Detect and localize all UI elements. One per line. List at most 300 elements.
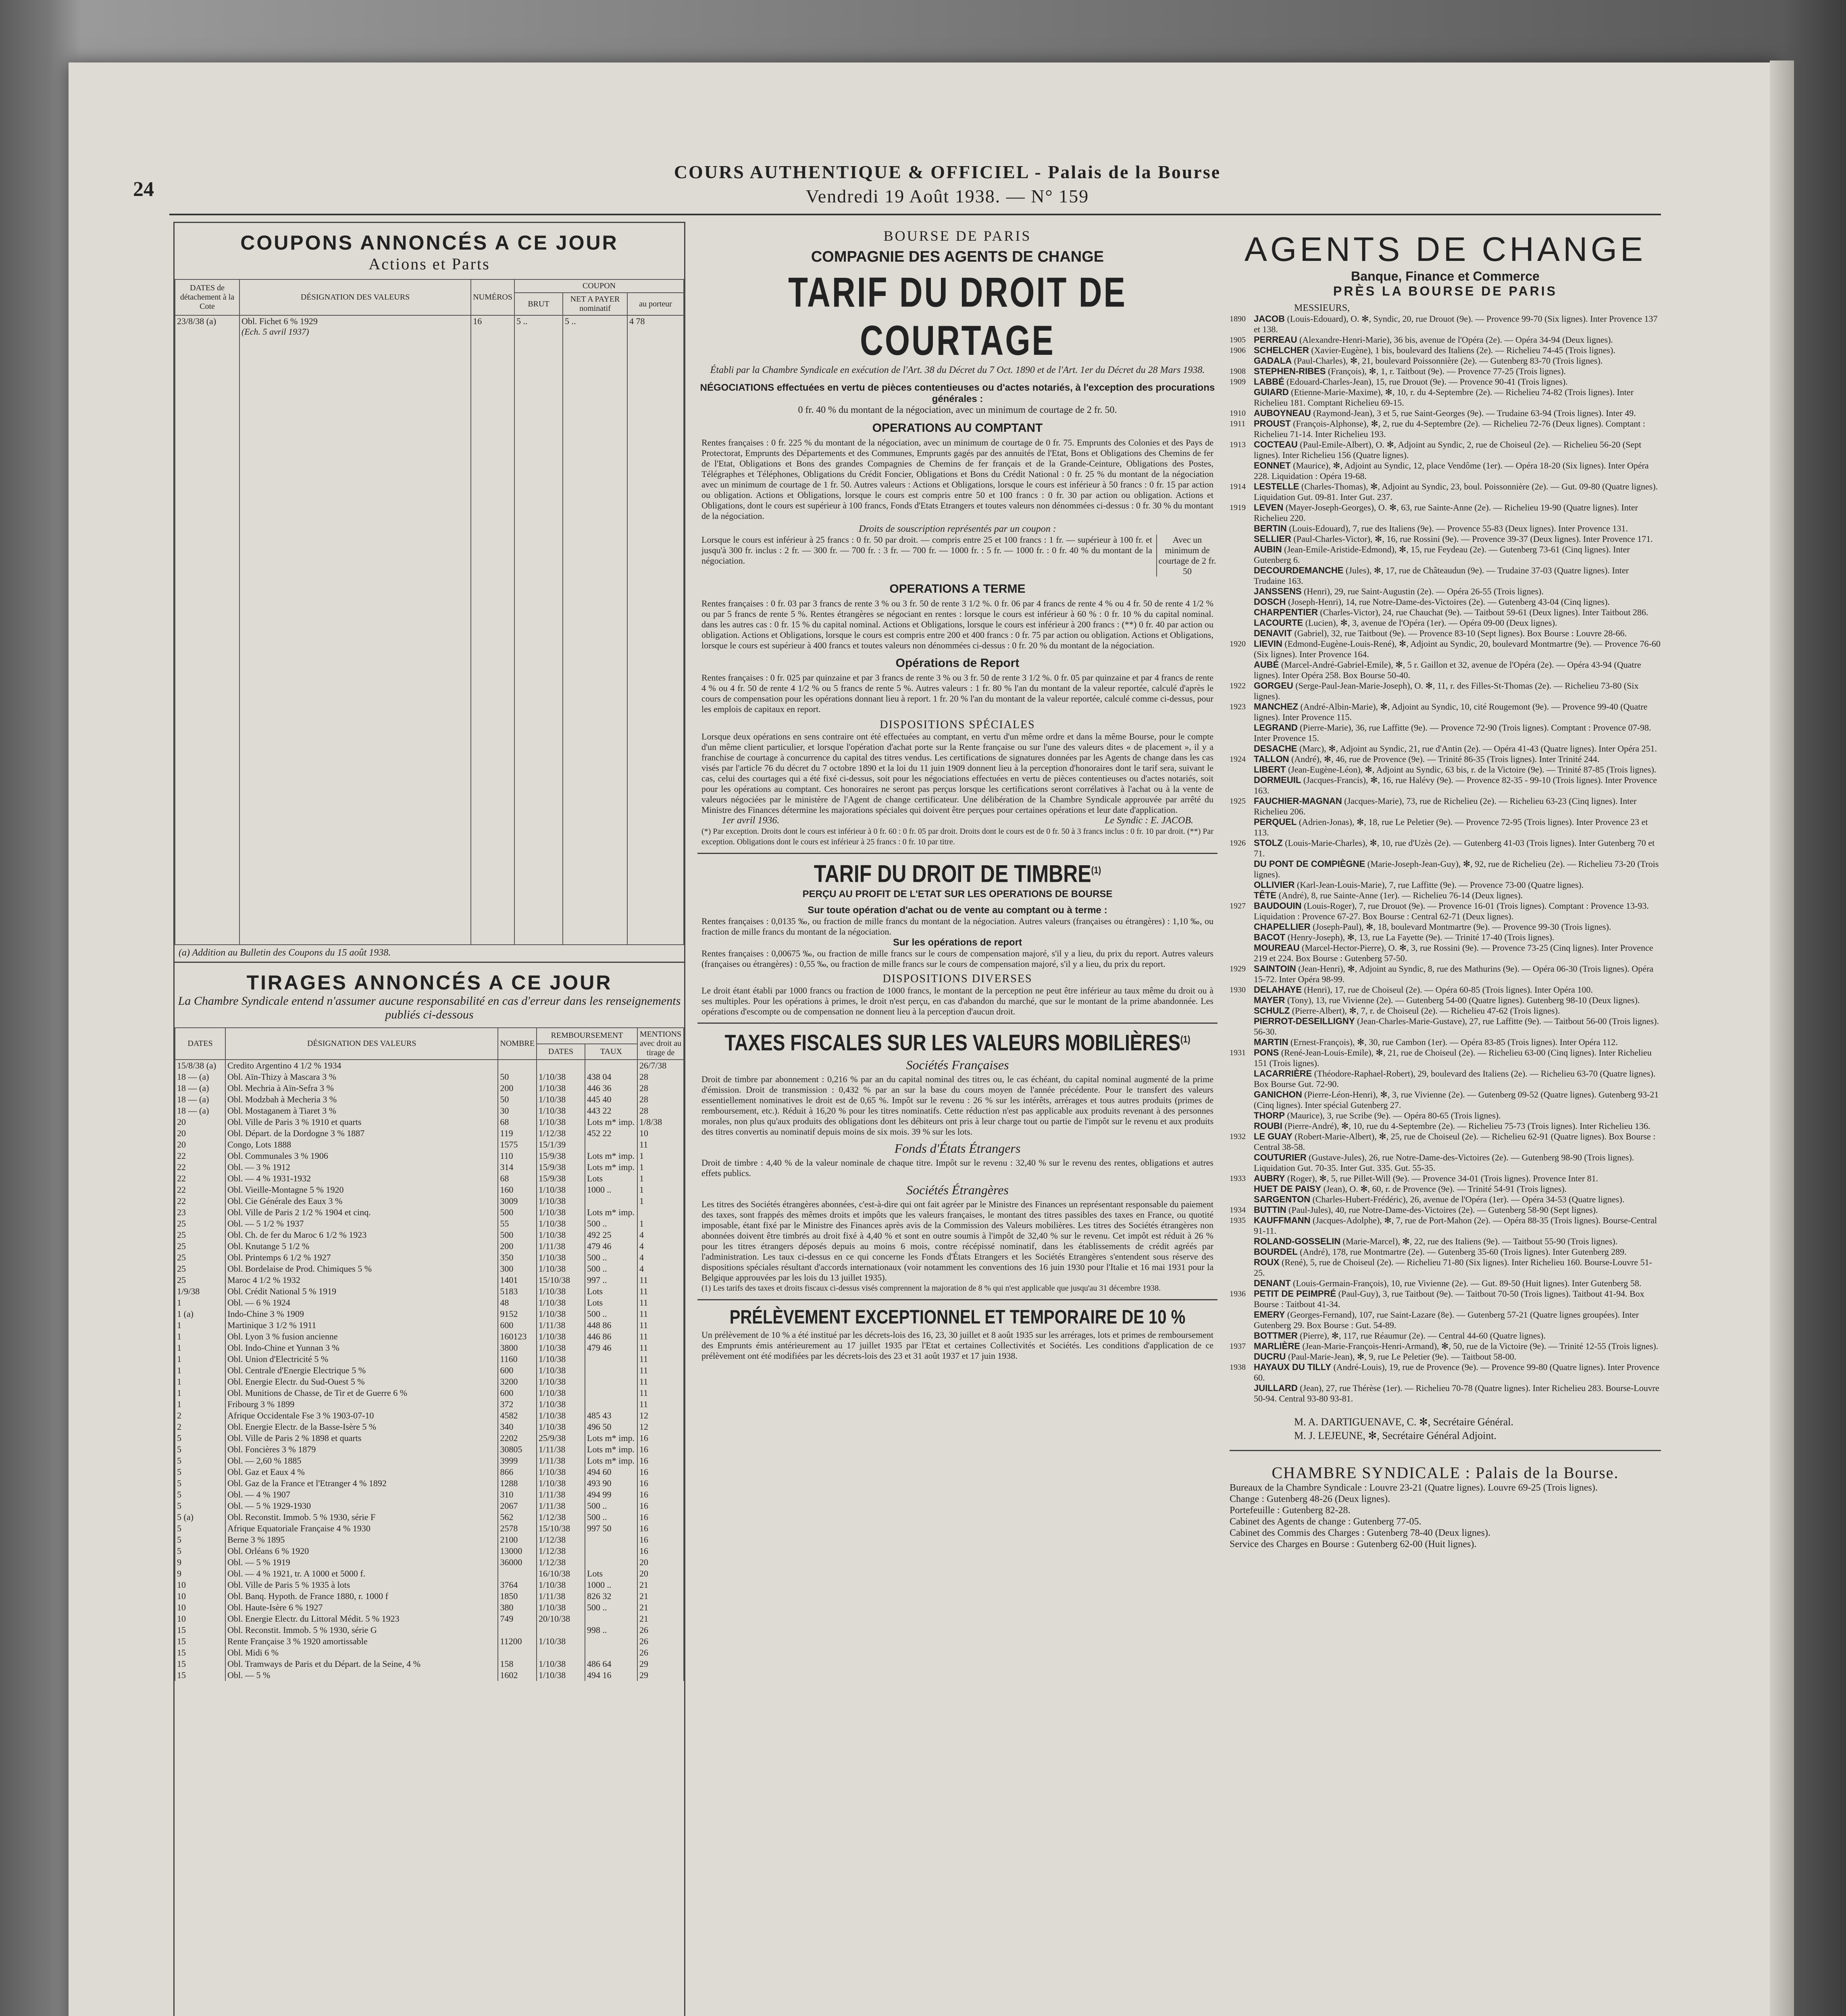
list-item <box>1230 880 1661 890</box>
courtage-intro: Établi par la Chambre Syndicale en exécution de l'Art. 38 du Décret du 7 Oct. 1890 et de l'Art. 1er du Décret du 28 Mars 1938. <box>710 365 1205 375</box>
tirages-header-mentions: MENTIONS avec droit au tirage de <box>637 1028 684 1060</box>
coupons-footnote: (a) Addition au Bulletin des Coupons du 15 août 1938. <box>175 944 684 961</box>
timbre-disp-text: Le droit étant établi par 1000 francs ou fraction de 1000 francs, le montant de la perception ne peut être inférieur au taux même du droit ou à ses multiples. Pour les opérations à primes, le droit n'est perçu, en cas d'abandon du marché, que sur le montant de la prime abandonnée. Les opérations d'escompte ou de compensation ne donnent lieu à la perception d'aucun droit. <box>701 985 1213 1016</box>
table-row: 25 Obl. — 5 1/2 % 1937 55 1/10/38 500 .. 1 <box>175 1218 684 1229</box>
agent-details: (Edouard-Charles-Jean), 15, rue Drouot (9e). — Provence 90-41 (Trois lignes). <box>1286 377 1568 387</box>
agent-details: (Pierre-Marie), 36, rue Laffitte (9e). — Provence 72-90 (Trois lignes). Comptant : Provence 07-98. Inter Provence 15. <box>1254 723 1651 743</box>
taxes-fr-text: Droit de timbre par abonnement : 0,216 % par an du capital nominal des titres ou, le cas échéant, du capital nominal augmenté de la prime d'émission. Droit de transmission : 0,432 % par an sur la base du cours moyen de l'année précédente. Pour le transfert des valeurs essentiellement nominatives le droit est de 0,65 %. Impôt sur le revenu : 26 % sur les intérêts, arrérages et tous autres produits (primes de remboursement, etc.). Réduit à 16,20 % pour les titres nominatifs. Cette réduction n'est pas applicable aux produits revenant à des personnes morales, non plus qu'aux produits des obligations dont les débiteurs ont pris à leur charge tout ou partie de l'impôt sur le revenu et aux produits des titres convertis au nominatif depuis moins de six mois. 39 % sur les lots. <box>701 1074 1213 1137</box>
table-row: 5 Obl. — 4 % 1907 310 1/11/38 494 99 16 <box>175 1489 684 1500</box>
table-row: 1 Obl. Lyon 3 % fusion ancienne 160123 1/10/38 446 86 11 <box>175 1331 684 1342</box>
tirages-title: TIRAGES ANNONCÉS A CE JOUR <box>246 971 612 994</box>
table-row: 2 Obl. Energie Electr. de la Basse-Isère 5 % 340 1/10/38 496 50 12 <box>175 1421 684 1433</box>
coupons-header-dates: DATES de détachement à la Cote <box>175 279 239 315</box>
taxes-etr-title: Fonds d'États Étrangers <box>894 1141 1021 1156</box>
agent-name: SCHULZ <box>1254 1006 1290 1016</box>
table-row: 25 Maroc 4 1/2 % 1932 1401 15/10/38 997 .. 11 <box>175 1275 684 1286</box>
agent-details: (Jules), ✻, 17, rue de Châteaudun (9e). — Trudaine 37-03 (Quatre lignes). Inter Trudaine 163. <box>1254 565 1629 586</box>
agents-column <box>1230 222 1661 2016</box>
agent-details: (Henry-Joseph), ✻, 13, rue La Fayette (9e). — Trinité 17-40 (Trois lignes). <box>1287 932 1555 942</box>
courtage-syndic: Le Syndic : E. JACOB. <box>1105 815 1193 826</box>
list-item: 1934 BUTTIN (Paul-Jules), 40, rue Notre-Dame-des-Victoires (2e). — Gutenberg 58-90 (Sept lignes). <box>1230 1205 1598 1215</box>
list-item: 1936 PETIT DE PEIMPRÉ (Paul-Guy), 3, rue Taitbout (9e). — Taitbout 70-50 (Trois lignes). Taitbout 41-94. Box Bourse : Taitbout 41-34. <box>1230 1289 1644 1309</box>
list-item <box>1230 387 1661 408</box>
agent-details: (Tony), 13, rue Vivienne (2e). — Gutenberg 54-00 (Quatre lignes). Gutenberg 98-10 (Deux lignes). <box>1287 995 1640 1005</box>
agent-name: COUTURIER <box>1254 1152 1307 1162</box>
list-item <box>1230 1089 1661 1110</box>
agent-name: HUET DE PAISY <box>1254 1184 1322 1194</box>
agent-name: PIERROT-DESEILLIGNY <box>1254 1016 1355 1026</box>
list-item <box>1230 1152 1661 1173</box>
agent-details: (Marie-Joseph-Jean-Guy), ✻, 92, rue de Richelieu (2e). — Richelieu 73-20 (Trois lignes). <box>1254 859 1659 879</box>
list-item: 1914 LESTELLE (Charles-Thomas), ✻, Adjoint au Syndic, 23, boul. Poissonnière (2e). — Gut. 09-80 (Quatre lignes). Liquidation Gut. 09-81. Inter Gut. 237. <box>1230 481 1658 502</box>
agent-name: BOURDEL <box>1254 1247 1298 1257</box>
agent-details: (Roger), ✻, 5, rue Pillet-Will (9e). — Provence 34-01 (Trois lignes). Provence Inter 81. <box>1287 1173 1598 1183</box>
agent-name: AUBRY <box>1254 1173 1285 1183</box>
tirages-header-rdates: DATES <box>537 1044 585 1060</box>
agent-name: MAYER <box>1254 995 1285 1005</box>
chambre-line: Change : Gutenberg 48-26 (Deux lignes). <box>1230 1494 1390 1504</box>
agent-name: LE GUAY <box>1254 1131 1292 1141</box>
agent-name: STOLZ <box>1254 838 1283 848</box>
agent-details: (Edmond-Eugène-Louis-René), ✻, Adjoint au Syndic, 20, boulevard Montmartre (9e). — Provence 76-60 (Six lignes). Inter Provence 164. <box>1254 639 1661 659</box>
agent-name: SAINTOIN <box>1254 964 1296 974</box>
agent-details: (Pierre-Léon-Henri), ✻, 3, rue Vivienne (2e). — Gutenberg 09-52 (Quatre lignes). Gutenberg 93-21 (Cinq lignes). Inter spécial Gutenberg 27. <box>1254 1089 1659 1110</box>
table-row: 2 Afrique Occidentale Fse 3 % 1903-07-10 4582 1/10/38 485 43 12 <box>175 1410 684 1421</box>
coupons-header-coupon: COUPON <box>514 279 684 293</box>
list-item: 1937 MARLIÈRE (Jean-Marie-François-Henri-Armand), ✻, 50, rue de la Victoire (9e). — Trinité 12-55 (Trois lignes). <box>1230 1341 1659 1351</box>
list-item <box>1230 460 1661 481</box>
list-item: 1911 PROUST (François-Alphonse), ✻, 2, rue du 4-Septembre (2e). — Richelieu 72-76 (Deux lignes). Comptant : Richelieu 71-14. Inter Richelieu 193. <box>1230 419 1645 439</box>
agent-name: CHAPELLIER <box>1254 922 1311 932</box>
coupons-title: COUPONS ANNONCÉS A CE JOUR <box>240 231 618 254</box>
agent-name: BERTIN <box>1254 523 1287 533</box>
agent-details: (Joseph-Henri), 14, rue Notre-Dame-des-Victoires (2e). — Gutenberg 43-04 (Cinq lignes). <box>1288 597 1610 607</box>
table-row: 10 Obl. Haute-Isère 6 % 1927 380 1/10/38 500 .. 21 <box>175 1602 684 1613</box>
list-item <box>1230 1184 1661 1194</box>
courtage-date: 1er avril 1936. <box>722 815 780 826</box>
agent-name: LIEVIN <box>1254 639 1282 649</box>
agents-list <box>1230 314 1661 1404</box>
souscription-text: Lorsque le cours est inférieur à 25 francs : 0 fr. 50 par droit. — compris entre 25 et 100 francs : 1 fr. — supérieur à 100 fr. et jusqu'à 300 fr. inclus : 2 fr. — 300 fr. — 700 fr. : 3 fr. — 700 fr. — 1000 fr. : 5 fr. — 1000 fr. : 0 fr. 40 % du montant de la négociation. <box>701 535 1152 566</box>
table-row: 22 Obl. Cie Générale des Eaux 3 % 3009 1/10/38 1 <box>175 1195 684 1207</box>
coupons-header-numeros: NUMÉROS <box>471 279 514 315</box>
table-row: 5 (a) Obl. Reconstit. Immob. 5 % 1930, série F 562 1/12/38 500 .. 16 <box>175 1512 684 1523</box>
list-item: 1932 LE GUAY (Robert-Marie-Albert), ✻, 25, rue de Choiseul (2e). — Richelieu 62-91 (Quatre lignes). Box Bourse : Central 38-58. <box>1230 1131 1656 1152</box>
list-item <box>1230 890 1661 901</box>
list-item <box>1230 1247 1661 1257</box>
list-item <box>1230 607 1661 618</box>
list-item <box>1230 1016 1661 1037</box>
agent-name: LEVEN <box>1254 502 1284 512</box>
table-row: 15/8/38 (a) Credito Argentino 4 1/2 % 1934 26/7/38 <box>175 1060 684 1071</box>
comptant-text: Rentes françaises : 0 fr. 225 % du montant de la négociation, avec un minimum de courtage de 0 fr. 75. Emprunts des Colonies et des Pays de Protectorat, Emprunts des Départements et des Communes, Emprunts gagés par des annuités de l'Etat, Bons et Obligations des Chemins de fer de l'Etat, Obligations et Bons des grandes Compagnies de Chemins de fer français et de la Grande-Ceinture, Obligations des Postes, Télégraphes et Téléphones, Obligations du Crédit Foncier, Obligations et Bons du Crédit National : 0 fr. 25 % du montant de la négociation avec un minimum de courtage de 1 fr. 50. Autres valeurs : Actions et Obligations, lorsque le cours est inférieur à 50 francs : 0 fr. 15 par action ou obligation. Actions et Obligations, lorsque le cours est compris entre 50 et 100 francs : 0 fr. 30 par action ou obligation. Actions et Obligations, dont le cours est supérieur à 100 francs, Fonds d'Etats Etrangers et toutes valeurs non dénommées ci-dessus : 0 fr. 30 % du montant de la négociation. <box>701 437 1213 521</box>
chambre-title: CHAMBRE SYNDICALE : Palais de la Bourse. <box>1272 1464 1619 1482</box>
tirages-table <box>175 1027 684 1681</box>
agent-details: (Marcel-Hector-Pierre), O. ✻, 3, rue Rossini (9e). — Provence 73-25 (Cinq lignes). Inter Provence 219 et 224. Box Bourse : Gutenberg 57-50. <box>1254 943 1653 963</box>
list-item: 1929 SAINTOIN (Jean-Henri), ✻, Adjoint au Syndic, 8, rue des Mathurins (9e). — Opéra 06-30 (Trois lignes). Opéra 15-72. Inter Opéra 98-99. <box>1230 964 1654 984</box>
agent-name: COCTEAU <box>1254 439 1298 450</box>
agent-details: (André-Albin-Marie), ✻, Adjoint au Syndic, 10, cité Rougemont (9e). — Provence 99-40 (Quatre lignes). Inter Provence 115. <box>1254 702 1648 722</box>
agent-details: (Louis-Roger), 7, rue Drouot (9e). — Provence 16-01 (Trois lignes). Comptant : Provence 13-93. Liquidation : Provence 67-27. Box Bourse : Central 62-71 (Deux lignes). <box>1254 901 1649 921</box>
table-row: 25 Obl. Ch. de fer du Maroc 6 1/2 % 1923 500 1/10/38 492 25 4 <box>175 1229 684 1241</box>
agent-name: LABBÉ <box>1254 377 1284 387</box>
list-item <box>1230 356 1661 366</box>
timbre-intro: Sur toute opération d'achat ou de vente au comptant ou à terme : <box>807 905 1107 916</box>
table-row: 5 Obl. Gaz et Eaux 4 % 866 1/10/38 494 60 16 <box>175 1466 684 1478</box>
taxes-soc-title: Sociétés Étrangères <box>906 1183 1009 1197</box>
list-item: 1933 AUBRY (Roger), ✻, 5, rue Pillet-Will (9e). — Provence 34-01 (Trois lignes). Provence Inter 81. <box>1230 1173 1598 1183</box>
table-row: 10 Obl. Ville de Paris 5 % 1935 à lots 3764 1/10/38 1000 .. 21 <box>175 1579 684 1591</box>
agent-name: MANCHEZ <box>1254 702 1298 712</box>
agent-details: (Lucien), ✻, 3, avenue de l'Opéra (1er). — Opéra 09-00 (Deux lignes). <box>1305 618 1557 628</box>
agent-details: (François), ✻, 1, r. Taitbout (9e). — Provence 77-25 (Trois lignes). <box>1328 366 1566 376</box>
list-item <box>1230 565 1661 586</box>
agent-details: (Georges-Fernand), 107, rue Saint-Lazare (8e). — Gutenberg 57-21 (Quatre lignes groupées). Inter Gutenberg 29. Box Bourse : Gut. 54-89. <box>1254 1310 1639 1330</box>
coupons-header-porteur: au porteur <box>627 293 684 315</box>
tirages-header-nombre: NOMBRE <box>498 1028 537 1060</box>
timbre-report-title: Sur les opérations de report <box>893 937 1022 948</box>
agent-details: (Louis-Marie-Charles), ✻, 10, rue d'Uzès (2e). — Gutenberg 41-03 (Trois lignes). Inter Gutenberg 70 et 71. <box>1254 838 1655 858</box>
list-item <box>1230 943 1661 964</box>
agent-name: EMERY <box>1254 1310 1285 1320</box>
coupons-header-nominatif: NET A PAYER nominatif <box>563 293 627 315</box>
header-date: Vendredi 19 Août 1938. — N° 159 <box>805 186 1089 206</box>
agent-name: CHARPENTIER <box>1254 607 1318 617</box>
agent-name: GADALA <box>1254 356 1292 366</box>
agent-details: (Marcel-André-Gabriel-Emile), ✻, 5 r. Gaillon et 32, avenue de l'Opéra (2e). — Opéra 43-94 (Quatre lignes). Inter Opéra 258. Box Bourse 50-40. <box>1254 660 1641 680</box>
table-row: 20 Obl. Ville de Paris 3 % 1910 et quarts 68 1/10/38 Lots m* imp. 1/8/38 <box>175 1116 684 1128</box>
list-item <box>1230 1006 1661 1016</box>
timbre-text1: Rentes françaises : 0,0135 ‰, ou fraction de mille francs du montant de la négociation. Autres valeurs (françaises ou étrangères) : 1,10 ‰, ou fraction de mille francs du montant de la négociation. <box>701 916 1213 937</box>
agent-name: BACOT <box>1254 932 1286 942</box>
agent-details: (André-Louis), 19, rue de Provence (9e). — Provence 99-80 (Quatre lignes). Inter Provence 60. <box>1254 1362 1660 1383</box>
list-item: 1930 DELAHAYE (Henri), 17, rue de Choiseul (2e). — Opéra 60-85 (Trois lignes). Inter Opéra 100. <box>1230 985 1593 995</box>
list-item <box>1230 817 1661 838</box>
table-row: 1 Obl. — 6 % 1924 48 1/10/38 Lots 11 <box>175 1297 684 1308</box>
agent-details: (André), 178, rue Montmartre (2e). — Gutenberg 35-60 (Trois lignes). Inter Gutenberg 289. <box>1300 1247 1627 1257</box>
courtage-title: TARIF DU DROIT DE COURTAGE <box>788 269 1127 364</box>
chambre-line: Service des Charges en Bourse : Gutenberg 62-00 (Huit lignes). <box>1230 1539 1477 1549</box>
table-row: 5 Obl. Orléans 6 % 1920 13000 1/12/38 16 <box>175 1545 684 1557</box>
agent-name: FAUCHIER-MAGNAN <box>1254 796 1342 806</box>
page-number: 24 <box>133 178 154 201</box>
coupons-header-brut: BRUT <box>514 293 563 315</box>
agent-details: (René), 5, rue de Choiseul (2e). — Richelieu 71-80 (Six lignes). Inter Richelieu 160. Bourse-Louvre 51-25. <box>1254 1257 1652 1278</box>
list-item <box>1230 1037 1661 1048</box>
agent-name: LEGRAND <box>1254 723 1298 733</box>
agent-name: SCHELCHER <box>1254 345 1309 355</box>
timbre-subtitle: PERÇU AU PROFIT DE L'ETAT SUR LES OPERATIONS DE BOURSE <box>802 889 1113 900</box>
list-item: 1920 LIEVIN (Edmond-Eugène-Louis-René), ✻, Adjoint au Syndic, 20, boulevard Montmartre (9e). — Provence 76-60 (Six lignes). Inter Provence 164. <box>1230 639 1661 659</box>
agent-details: (Ernest-François), ✻, 30, rue Cambon (1er). — Opéra 83-85 (Trois lignes). Inter Opéra 112. <box>1290 1037 1618 1047</box>
list-item <box>1230 1310 1661 1331</box>
list-item <box>1230 932 1661 943</box>
agent-name: ROUX <box>1254 1257 1280 1267</box>
table-row: 10 Obl. Banq. Hypoth. de France 1880, r. 1000 f 1850 1/11/38 826 32 21 <box>175 1591 684 1602</box>
agent-name: ROLAND-GOSSELIN <box>1254 1236 1341 1246</box>
table-row: 5 Obl. Gaz de la France et l'Etranger 4 % 1892 1288 1/10/38 493 90 16 <box>175 1478 684 1489</box>
tirages-header-designation: DÉSIGNATION DES VALEURS <box>225 1028 498 1060</box>
agents-sub2: PRÈS LA BOURSE DE PARIS <box>1333 284 1557 298</box>
agent-details: (Mayer-Joseph-Georges), O. ✻, 63, rue Sainte-Anne (2e). — Richelieu 19-90 (Quatre lignes). Inter Richelieu 220. <box>1254 502 1638 523</box>
list-item: 1906 SCHELCHER (Xavier-Eugène), 1 bis, boulevard des Italiens (2e). — Richelieu 74-45 (Trois lignes). <box>1230 345 1615 355</box>
souscription-side-note: Avec un minimum de courtage de 2 fr. 50 <box>1156 535 1217 577</box>
agent-name: GUIARD <box>1254 387 1289 397</box>
table-row: 1 Martinique 3 1/2 % 1911 600 1/11/38 448 86 11 <box>175 1320 684 1331</box>
agents-messieurs: MESSIEURS, <box>1294 303 1350 313</box>
agent-name: PONS <box>1254 1048 1279 1058</box>
chambre-line: Portefeuille : Gutenberg 82-28. <box>1230 1505 1351 1516</box>
coupons-header-designation: DÉSIGNATION DES VALEURS <box>239 279 471 315</box>
table-row: 22 Obl. Vieille-Montagne 5 % 1920 160 1/10/38 1000 .. 1 <box>175 1184 684 1195</box>
agents-sub1: Banque, Finance et Commerce <box>1351 269 1540 283</box>
chambre-line: Cabinet des Commis des Charges : Gutenberg 78-40 (Deux lignes). <box>1230 1528 1491 1538</box>
secretaire-general: M. A. DARTIGUENAVE, C. ✻, Secrétaire Général. <box>1294 1416 1513 1428</box>
agent-name: DUCRU <box>1254 1352 1286 1362</box>
list-item <box>1230 534 1661 544</box>
bourse-de-paris: BOURSE DE PARIS <box>883 228 1032 244</box>
agent-name: DENANT <box>1254 1278 1291 1288</box>
agent-details: (Paul-Charles), ✻, 21, boulevard Poissonnière (2e). — Gutenberg 83-70 (Trois lignes). <box>1294 356 1603 366</box>
agent-details: (Maurice), ✻, Adjoint au Syndic, 12, place Vendôme (1er). — Opéra 18-20 (Six lignes). Inter Opéra 228. Liquidation : Opéra 19-68. <box>1254 460 1649 481</box>
table-row: 1 Obl. Munitions de Chasse, de Tir et de Guerre 6 % 600 1/10/38 11 <box>175 1387 684 1399</box>
nego-title: NÉGOCIATIONS effectuées en vertu de pièces contentieuses ou d'actes notariés, à l'exception des procurations générales : <box>700 382 1215 404</box>
table-row: 20 Congo, Lots 1888 1575 15/1/39 11 <box>175 1139 684 1150</box>
agent-name: DENAVIT <box>1254 628 1292 638</box>
coupons-table <box>175 279 684 944</box>
table-row: 20 Obl. Départ. de la Dordogne 3 % 1887 119 1/12/38 452 22 10 <box>175 1128 684 1139</box>
agent-name: AUBIN <box>1254 544 1282 554</box>
tarifs-column <box>697 222 1217 2016</box>
agent-details: (Paul-Marie-Jean), ✻, 9, rue Le Peletier (9e). — Taitbout 58-00. <box>1288 1352 1517 1362</box>
table-row: 15 Obl. Midi 6 % 26 <box>175 1647 684 1658</box>
secretaire-adjoint: M. J. LEJEUNE, ✻, Secrétaire Général Adjoint. <box>1294 1430 1496 1441</box>
agent-details: (Louis-Edouard), 7, rue des Italiens (9e). — Provence 55-83 (Deux lignes). Inter Provence 131. <box>1289 523 1628 533</box>
agent-details: (Jacques-Francis), ✻, 16, rue Halévy (9e). — Provence 82-35 - 99-10 (Trois lignes). Inter Provence 163. <box>1254 775 1657 796</box>
table-row: 22 Obl. — 4 % 1931-1932 68 15/9/38 Lots 1 <box>175 1173 684 1184</box>
timbre-disp-title: DISPOSITIONS DIVERSES <box>882 973 1032 985</box>
list-item: 1919 LEVEN (Mayer-Joseph-Georges), O. ✻, 63, rue Sainte-Anne (2e). — Richelieu 19-90 (Quatre lignes). Inter Richelieu 220. <box>1230 502 1638 523</box>
table-row: 1 Fribourg 3 % 1899 372 1/10/38 11 <box>175 1399 684 1410</box>
chambre-line: Bureaux de la Chambre Syndicale : Louvre 23-21 (Quatre lignes). Louvre 69-25 (Trois lignes). <box>1230 1483 1598 1493</box>
list-item: 1938 HAYAUX DU TILLY (André-Louis), 19, rue de Provence (9e). — Provence 99-80 (Quatre lignes). Inter Provence 60. <box>1230 1362 1660 1383</box>
agent-details: (Jean), 27, rue Thérèse (1er). — Richelieu 70-78 (Quatre lignes). Inter Richelieu 283. Bourse-Louvre 50-94. Central 93-80 93-81. <box>1254 1383 1659 1404</box>
table-row: 5 Berne 3 % 1895 2100 1/12/38 16 <box>175 1534 684 1545</box>
agent-details: (François-Alphonse), ✻, 2, rue du 4-Septembre (2e). — Richelieu 72-76 (Deux lignes). Comptant : Richelieu 71-14. Inter Richelieu 193. <box>1254 419 1645 439</box>
agent-name: SELLIER <box>1254 534 1291 544</box>
agent-name: DELAHAYE <box>1254 985 1302 995</box>
table-row: 1/9/38 Obl. Crédit National 5 % 1919 5183 1/10/38 Lots 11 <box>175 1286 684 1297</box>
souscription-title: Droits de souscription représentés par un coupon : <box>859 524 1056 534</box>
agent-details: (René-Jean-Louis-Emile), ✻, 21, rue de Choiseul (2e). — Richelieu 63-00 (Cinq lignes). Inter Richelieu 151 (Trois lignes). <box>1254 1048 1652 1068</box>
prelevement-text: Un prélèvement de 10 % a été institué par les décrets-lois des 16, 23, 30 juillet et 8 août 1935 sur les arrérages, lots et primes de remboursement des Emprunts émis antérieurement au 17 juillet 1935 par l'Etat et certaines Collectivités et Sociétés. Les conditions d'application de ce prélèvement ont été modifiées par les décrets-lois des 23 et 31 août 1937 et 17 juin 1938. <box>701 1330 1213 1361</box>
table-row: 5 Obl. Ville de Paris 2 % 1898 et quarts 2202 25/9/38 Lots m* imp. 16 <box>175 1433 684 1444</box>
list-item <box>1230 1194 1661 1205</box>
agent-name: JANSSENS <box>1254 586 1302 596</box>
table-row: 23 Obl. Ville de Paris 2 1/2 % 1904 et cinq. 500 1/10/38 Lots m* imp. <box>175 1207 684 1218</box>
list-item <box>1230 744 1661 754</box>
agent-name: PERQUEL <box>1254 817 1297 827</box>
agent-name: STEPHEN-RIBES <box>1254 366 1326 376</box>
agent-name: JACOB <box>1254 314 1285 324</box>
table-row: 22 Obl. Communales 3 % 1906 110 15/9/38 Lots m* imp. 1 <box>175 1150 684 1162</box>
timbre-title: TARIF DU DROIT DE TIMBRE$^{(1)}$ <box>814 860 1101 887</box>
agent-name: LIBERT <box>1254 764 1286 775</box>
courtage-exceptions: (*) Par exception. Droits dont le cours est inférieur à 0 fr. 60 : 0 fr. 05 par droit. Droits dont le cours est de 0 fr. 50 à 3 francs inclus : 0 fr. 10 par droit. (**) Par exception. Obligations dont le cours est inférieur à 25 francs : 0 fr. 10 par titre. <box>701 827 1213 846</box>
list-item: 1910 AUBOYNEAU (Raymond-Jean), 3 et 5, rue Saint-Georges (9e). — Trudaine 63-94 (Trois lignes). Inter 49. <box>1230 408 1636 418</box>
list-item: 1923 MANCHEZ (André-Albin-Marie), ✻, Adjoint au Syndic, 10, cité Rougemont (9e). — Provence 99-40 (Quatre lignes). Inter Provence 115. <box>1230 702 1648 722</box>
agent-details: (André), 8, rue Sainte-Anne (1er). — Richelieu 76-14 (Deux lignes). <box>1278 890 1523 900</box>
agent-name: LESTELLE <box>1254 481 1299 492</box>
agent-details: (Charles-Victor), 24, rue Chauchat (9e). — Taitbout 59-61 (Deux lignes). Inter Taitbout 286. <box>1320 607 1648 617</box>
header-title: COURS AUTHENTIQUE & OFFICIEL - Palais de la Bourse <box>674 162 1221 182</box>
agent-name: DECOURDEMANCHE <box>1254 565 1344 575</box>
taxes-soc-text: Les titres des Sociétés étrangères abonnées, c'est-à-dire qui ont fait agréer par le Ministre des Finances un représentant responsable du paiement des taxes, sont frappés des mêmes droits et impôts que les valeurs françaises, le montant des titres passibles des taxes en France, ou quotité imposable, étant fixé par le Ministre des Finances après avis de la Commission des Valeurs mobilières. Les titres des Sociétés étrangères non abonnées doivent être timbrés au droit fixé à 4,40 % et sont en outre soumis à l'impôt de 32,40 % sur le revenu. Cet impôt est réduit à 26 % pour les titres étrangers déposés depuis au moins 6 mois, contre récépissé nominatif, dans les établissements de crédit agréés par l'administration. Les taux ci-dessus en ce qui concerne les Fonds d'États Etrangers et les Sociétés Etrangères s'entendent sous réserve des dispositions spéciales résultant d'accords internationaux (voir notamment les conventions des 16 juin 1930 pour l'Italie et 16 mai 1931 pour la Belgique approuvées par les lois du 13 juillet 1935). <box>701 1199 1213 1283</box>
agent-details: (Joseph-Paul), ✻, 18, boulevard Montmartre (9e). — Provence 99-30 (Trois lignes). <box>1313 922 1611 932</box>
disp-speciales-text: Lorsque deux opérations en sens contraire ont été effectuées au comptant, en vertu d'un même ordre et dans la même Bourse, pour le compte d'un même client particulier, et lorsque l'opération d'achat porte sur la Rente française ou sur l'une des valeurs dites « de placement », il y a franchise de courtage à concurrence du capital des titres vendus. Les certifications de signatures données par les Agents de change dans les cas visés par l'article 76 du décret du 7 octobre 1890 et la loi du 11 juin 1909 donnent lieu à la perception d'honoraires dont le tarif sera, suivant le cas, celui des courtages qui a été fixé ci-dessus, soit pour les négociations effectuées en vertu de pièces contentieuses ou d'actes notariés, soit pour les opérations au comptant. Ces honoraires ne seront pas perçus lorsque les certifications seront corrélatives à l'achat ou à la vente de valeurs négociées par le ministère de l'Agent de change certificateur. Une délibération de la Chambre Syndicale approuvée par arrêté du Ministre des Finances détermine les majorations spéciales qui doivent être perçues pour certaines opérations et leur date d'application. <box>701 731 1213 815</box>
table-row: 25 Obl. Printemps 6 1/2 % 1927 350 1/10/38 500 .. 4 <box>175 1252 684 1263</box>
list-item <box>1230 922 1661 932</box>
list-item <box>1230 523 1661 534</box>
terme-text: Rentes françaises : 0 fr. 03 par 3 francs de rente 3 % ou 3 fr. 50 de rente 3 1/2 %. 0 fr. 06 par 4 francs de rente 4 % ou 4 fr. 50 de rente 4 1/2 % ou par 5 francs de rente 5 %. Rentes étrangères se négociant en rentes : lorsque le cours est inférieur à 60 % : 0 fr. 10 % du capital nominal. dans les autres cas : 0 fr. 15 % du capital nominal. Actions et Obligations, lorsque le cours est inférieur à 200 francs : (**) 0 fr. 40 par action ou obligation. Actions et Obligations, lorsque le cours est compris entre 200 et 400 francs : 0 fr. 75 par action ou obligation. Actions et Obligations, lorsque le cours est supérieur à 400 francs et toutes valeurs non dénommées ci-dessus : 0 fr. 20 % du montant de la négociation. <box>701 598 1213 650</box>
list-item: 1924 TALLON (André), ✻, 46, rue de Provence (9e). — Trinité 86-35 (Trois lignes). Inter Trinité 244. <box>1230 754 1600 764</box>
agent-name: BOTTMER <box>1254 1331 1298 1341</box>
taxes-title: TAXES FISCALES SUR LES VALEURS MOBILIÈRES$^{(1)}$ <box>724 1030 1190 1056</box>
list-item <box>1230 628 1661 639</box>
table-row: 10 Obl. Energie Electr. du Littoral Médit. 5 % 1923 749 20/10/38 21 <box>175 1613 684 1624</box>
list-item: 1925 FAUCHIER-MAGNAN (Jacques-Marie), 73, rue de Richelieu (2e). — Richelieu 63-23 (Cinq lignes). Inter Richelieu 206. <box>1230 796 1637 816</box>
agent-name: OLLIVIER <box>1254 880 1295 890</box>
chambre-lines <box>1230 1482 1661 1550</box>
agent-details: (Maurice), 3, rue Scribe (9e). — Opéra 80-65 (Trois lignes). <box>1287 1110 1501 1120</box>
agent-name: MARTIN <box>1254 1037 1288 1047</box>
op-terme-title: OPERATIONS A TERME <box>889 582 1026 596</box>
agent-name: PETIT DE PEIMPRÉ <box>1254 1289 1336 1299</box>
agent-name: DORMEUIL <box>1254 775 1301 785</box>
table-row: 25 Obl. Knutange 5 1/2 % 200 1/11/38 479 46 4 <box>175 1241 684 1252</box>
agent-details: (Robert-Marie-Albert), ✻, 25, rue de Choiseul (2e). — Richelieu 62-91 (Quatre lignes). Box Bourse : Central 38-58. <box>1254 1131 1656 1152</box>
agent-name: AUBOYNEAU <box>1254 408 1311 418</box>
table-row: 15 Obl. Tramways de Paris et du Départ. de la Seine, 4 % 158 1/10/38 486 64 29 <box>175 1658 684 1670</box>
agent-name: ROUBI <box>1254 1121 1282 1131</box>
agent-details: (Raymond-Jean), 3 et 5, rue Saint-Georges (9e). — Trudaine 63-94 (Trois lignes). Inter 49. <box>1313 408 1636 418</box>
agent-details: (Paul-Jules), 40, rue Notre-Dame-des-Victoires (2e). — Gutenberg 58-90 (Sept lignes). <box>1288 1205 1598 1215</box>
agent-details: (Charles-Thomas), ✻, Adjoint au Syndic, 23, boul. Poissonnière (2e). — Gut. 09-80 (Quatre lignes). Liquidation Gut. 09-81. Inter Gut. 237. <box>1254 481 1658 502</box>
agent-details: (Louis-Germain-François), 10, rue Vivienne (2e). — Gut. 89-50 (Huit lignes). Inter Gutenberg 58. <box>1293 1278 1642 1288</box>
list-item <box>1230 859 1661 880</box>
list-item <box>1230 1331 1661 1341</box>
list-item: 1931 PONS (René-Jean-Louis-Emile), ✻, 21, rue de Choiseul (2e). — Richelieu 63-00 (Cinq lignes). Inter Richelieu 151 (Trois lignes). <box>1230 1048 1652 1068</box>
list-item <box>1230 660 1661 681</box>
list-item: 1927 BAUDOUIN (Louis-Roger), 7, rue Drouot (9e). — Provence 16-01 (Trois lignes). Comptant : Provence 13-93. Liquidation : Provence 67-27. Box Bourse : Central 62-71 (Deux lignes). <box>1230 901 1649 921</box>
agent-details: (Pierre), ✻, 117, rue Réaumur (2e). — Central 44-60 (Quatre lignes). <box>1300 1331 1546 1341</box>
chambre-line: Cabinet des Agents de change : Gutenberg 77-05. <box>1230 1516 1421 1527</box>
list-item: 1905 PERREAU (Alexandre-Henri-Marie), 36 bis, avenue de l'Opéra (2e). — Opéra 34-94 (Deux lignes). <box>1230 335 1613 345</box>
table-row: 5 Obl. Foncières 3 % 1879 30805 1/11/38 Lots m* imp. 16 <box>175 1444 684 1455</box>
tirages-header-taux: TAUX <box>585 1044 637 1060</box>
agent-details: (Jacques-Marie), 73, rue de Richelieu (2e). — Richelieu 63-23 (Cinq lignes). Inter Richelieu 206. <box>1254 796 1637 816</box>
header-rule <box>169 214 1661 215</box>
table-row: 22 Obl. — 3 % 1912 314 15/9/38 Lots m* imp. 1 <box>175 1162 684 1173</box>
list-item: 1909 LABBÉ (Edouard-Charles-Jean), 15, rue Drouot (9e). — Provence 90-41 (Trois lignes). <box>1230 377 1568 387</box>
list-item: 1890 JACOB (Louis-Edouard), O. ✻, Syndic, 20, rue Drouot (9e). — Provence 99-70 (Six lignes). Inter Provence 137 et 138. <box>1230 314 1658 334</box>
agent-name: MARLIÈRE <box>1254 1341 1300 1351</box>
tirages-rows <box>175 1060 684 1681</box>
list-item <box>1230 995 1661 1006</box>
agent-details: (Théodore-Raphael-Robert), 29, boulevard des Italiens (2e). — Richelieu 63-70 (Quatre lignes). Box Bourse Gut. 72-90. <box>1254 1068 1656 1089</box>
agent-name: PERREAU <box>1254 335 1297 345</box>
agent-details: (Paul-Emile-Albert), O. ✻, Adjoint au Syndic, 2, rue de Choiseul (2e). — Richelieu 56-20 (Sept lignes). Inter Richelieu 156 (Quatre lignes). <box>1254 439 1642 460</box>
agent-details: (Jean-Charles-Marie-Gustave), 27, rue Laffitte (9e). — Taitbout 56-00 (Trois lignes). 56-30. <box>1254 1016 1659 1037</box>
taxes-etr-text: Droit de timbre : 4,40 % de la valeur nominale de chaque titre. Impôt sur le revenu : 32,40 % sur le revenu des rentes, obligations et autres effets publics. <box>701 1158 1213 1178</box>
table-row: 15 Rente Française 3 % 1920 amortissable 11200 1/10/38 26 <box>175 1636 684 1647</box>
agent-name: MOUREAU <box>1254 943 1300 953</box>
agent-name: SARGENTON <box>1254 1194 1311 1204</box>
list-item <box>1230 1257 1661 1278</box>
table-row: 1 Obl. Centrale d'Energie Electrique 5 % 600 1/10/38 11 <box>175 1365 684 1376</box>
list-item: 1935 KAUFFMANN (Jacques-Adolphe), ✻, 7, rue de Port-Mahon (2e). — Opéra 88-35 (Trois lignes). Bourse-Central 91-11. <box>1230 1215 1657 1236</box>
agent-details: (Alexandre-Henri-Marie), 36 bis, avenue de l'Opéra (2e). — Opéra 34-94 (Deux lignes). <box>1299 335 1613 345</box>
table-row: 15 Obl. Reconstit. Immob. 5 % 1930, série G 998 .. 26 <box>175 1624 684 1636</box>
agent-name: BAUDOUIN <box>1254 901 1302 911</box>
tirages-header-remboursement: REMBOURSEMENT <box>537 1028 637 1044</box>
agent-name: DU PONT DE COMPIÈGNE <box>1254 859 1365 869</box>
list-item: 1922 GORGEU (Serge-Paul-Jean-Marie-Joseph), O. ✻, 11, r. des Filles-St-Thomas (2e). — Richelieu 73-80 (Six lignes). <box>1230 681 1639 701</box>
table-row: 5 Obl. — 2,60 % 1885 3999 1/11/38 Lots m* imp. 16 <box>175 1455 684 1466</box>
disp-speciales-title: DISPOSITIONS SPÉCIALES <box>880 719 1035 731</box>
agent-details: (Paul-Guy), 3, rue Taitbout (9e). — Taitbout 70-50 (Trois lignes). Taitbout 41-94. Box Bourse : Taitbout 41-34. <box>1254 1289 1644 1309</box>
agent-name: THORP <box>1254 1110 1285 1120</box>
agent-details: (Jean-Emile-Aristide-Edmond), ✻, 15, rue Feydeau (2e). — Gutenberg 73-61 (Cinq lignes). Inter Gutenberg 6. <box>1254 544 1630 565</box>
table-row: 1 Obl. Energie Electr. du Sud-Ouest 5 % 3200 1/10/38 11 <box>175 1376 684 1387</box>
list-item: 1913 COCTEAU (Paul-Emile-Albert), O. ✻, Adjoint au Syndic, 2, rue de Choiseul (2e). — Richelieu 56-20 (Sept lignes). Inter Richelieu 156 (Quatre lignes). <box>1230 439 1642 460</box>
agents-title: AGENTS DE CHANGE <box>1244 230 1646 268</box>
coupons-subtitle: Actions et Parts <box>368 255 490 273</box>
list-item <box>1230 586 1661 597</box>
agent-details: (Paul-Charles-Victor), ✻, 16, rue Rossini (9e). — Provence 39-37 (Deux lignes). Inter Provence 171. <box>1293 534 1653 544</box>
list-item <box>1230 775 1661 796</box>
agent-details: (Marie-Marcel), ✻, 22, rue des Italiens (9e). — Taitbout 55-90 (Trois lignes). <box>1342 1236 1618 1246</box>
table-row: 18 — (a) Obl. Aïn-Thizy à Mascara 3 % 50 1/10/38 438 04 28 <box>175 1071 684 1083</box>
list-item <box>1230 1352 1661 1362</box>
agent-details: (Gabriel), 32, rue Taitbout (9e). — Provence 83-10 (Sept lignes). Box Bourse : Louvre 28-66. <box>1294 628 1627 638</box>
agent-name: TÊTE <box>1254 890 1277 900</box>
taxes-note: (1) Les tarifs des taxes et droits fiscaux ci-dessus visés comprennent la majoration de 8 % qui n'est applicable que jusqu'au 31 décembre 1938. <box>701 1284 1161 1293</box>
tirages-header-dates: DATES <box>175 1028 225 1060</box>
agent-details: (Xavier-Eugène), 1 bis, boulevard des Italiens (2e). — Richelieu 74-45 (Trois lignes). <box>1311 345 1615 355</box>
agent-name: GANICHON <box>1254 1089 1302 1100</box>
list-item <box>1230 1278 1661 1289</box>
list-item <box>1230 764 1661 775</box>
agent-name: EONNET <box>1254 460 1291 471</box>
agent-name: LACOURTE <box>1254 618 1303 628</box>
agent-details: (Serge-Paul-Jean-Marie-Joseph), O. ✻, 11, r. des Filles-St-Thomas (2e). — Richelieu 73-80 (Six lignes). <box>1254 681 1639 701</box>
nego-text: 0 fr. 40 % du montant de la négociation, avec un minimum de courtage de 2 fr. 50. <box>798 405 1117 415</box>
agent-name: HAYAUX DU TILLY <box>1254 1362 1331 1372</box>
list-item <box>1230 1068 1661 1089</box>
table-row: 9 Obl. — 5 % 1919 36000 1/12/38 20 <box>175 1557 684 1568</box>
agent-name: DESACHE <box>1254 744 1297 754</box>
agent-name: BUTTIN <box>1254 1205 1286 1215</box>
agent-details: (Karl-Jean-Louis-Marie), 7, rue Laffitte (9e). — Provence 73-00 (Quatre lignes). <box>1297 880 1584 890</box>
agent-details: (Marc), ✻, Adjoint au Syndic, 21, rue d'Antin (2e). — Opéra 41-43 (Quatre lignes). Inter Opéra 251. <box>1299 744 1657 754</box>
agent-name: LACARRIÈRE <box>1254 1068 1312 1079</box>
page-edge <box>1770 60 1794 2016</box>
table-row: 1 Obl. Union d'Electricité 5 % 1160 1/10/38 11 <box>175 1354 684 1365</box>
list-item <box>1230 1121 1661 1131</box>
agent-details: (Jean-Eugène-Léon), ✻, Adjoint au Syndic, 63 bis, r. de la Victoire (9e). — Trinité 87-85 (Trois lignes). <box>1288 764 1657 775</box>
agent-name: JUILLARD <box>1254 1383 1298 1393</box>
